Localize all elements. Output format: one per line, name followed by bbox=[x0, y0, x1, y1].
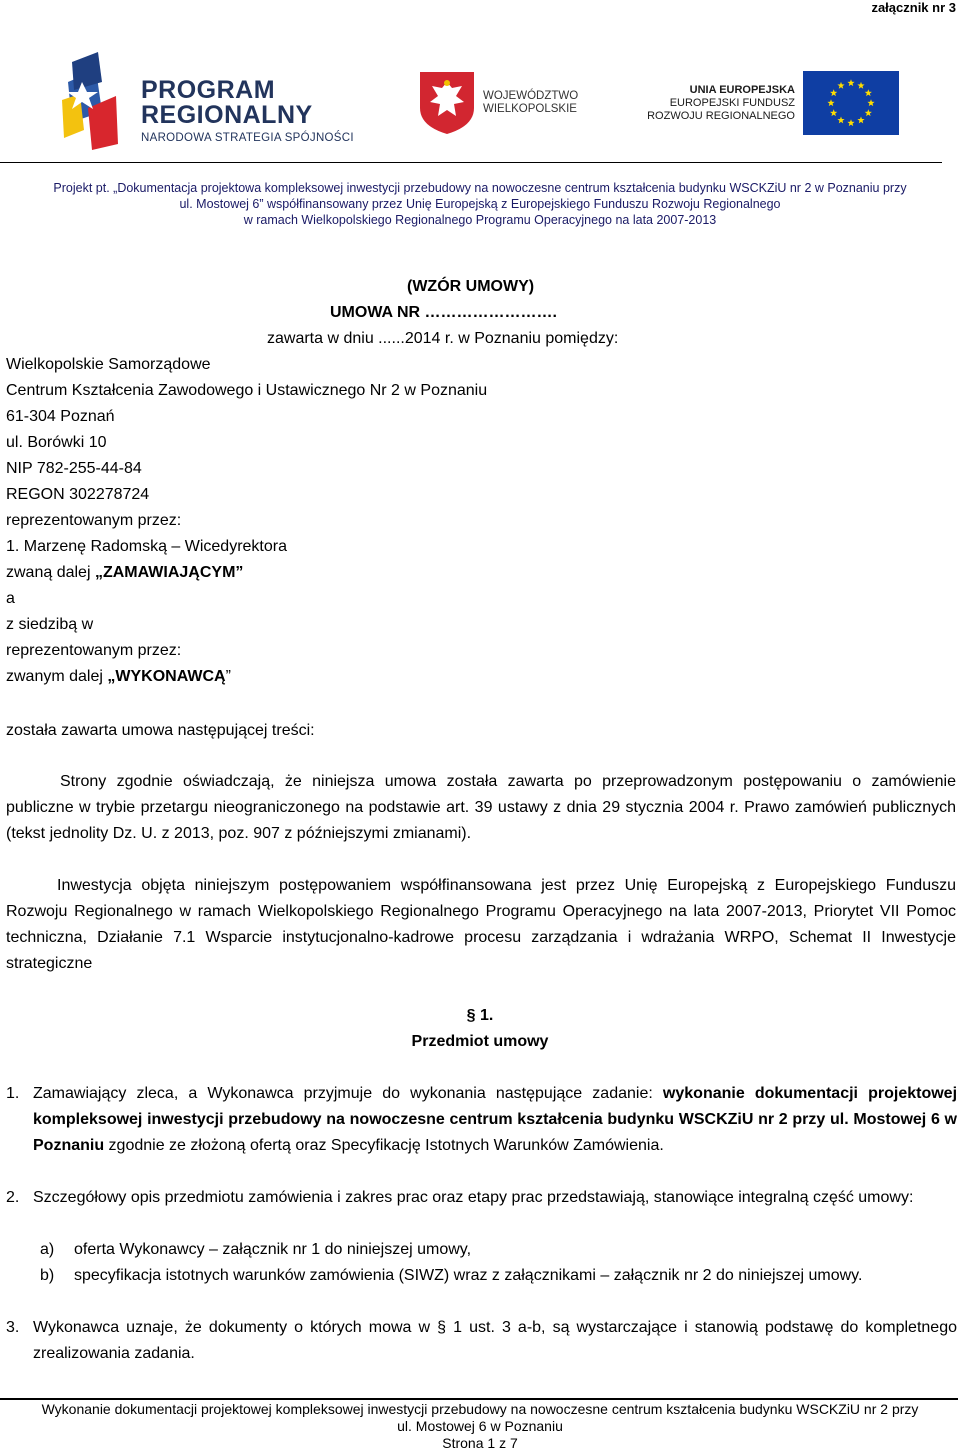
logo-text-nss: NARODOWA STRATEGIA SPÓJNOŚCI bbox=[141, 132, 354, 144]
section-title: Przedmiot umowy bbox=[411, 1033, 549, 1050]
intro-line: została zawarta umowa następującej treści: bbox=[6, 722, 315, 739]
item-1-subject: wykonanie dokumentacji projektowej kompleksowej inwestycji przebudowy na nowoczesne centrum kształcenia budynku WSCKZiU nr 2 przy ul. Mostowej 6 w Poznaniu bbox=[33, 1085, 958, 1154]
page-number: Strona 1 z 7 bbox=[442, 1435, 518, 1451]
item-2a-text: oferta Wykonawcy – załącznik nr 1 do niniejszej umowy, bbox=[74, 1241, 472, 1258]
item-2-text: Szczegółowy opis przedmiotu zamówienia i zakres prac oraz etapy prac przedstawiają, stanowiące integralną część umowy: bbox=[33, 1189, 914, 1206]
contract-date-line: zawarta w dniu ......2014 r. w Poznaniu pomiędzy: bbox=[267, 330, 619, 347]
project-line-3: w ramach Wielkopolskiego Regionalnego Programu Operacyjnego na lata 2007-2013 bbox=[243, 213, 717, 227]
contract-template-label: (WZÓR UMOWY) bbox=[407, 278, 535, 295]
logo-text-regionalny: REGIONALNY bbox=[141, 101, 313, 129]
ordering-party-label bbox=[6, 560, 243, 586]
item-1-suffix: zgodnie ze złożoną ofertą oraz Specyfikację Istotnych Warunków Zamówienia. bbox=[104, 1137, 664, 1154]
footer-line-2: ul. Mostowej 6 w Poznaniu bbox=[397, 1418, 563, 1434]
item-2b-text: specyfikacja istotnych warunków zamówienia (SIWZ) wraz z załącznikami – załącznik nr 2 do niniejszej umowy. bbox=[74, 1267, 863, 1284]
item-3-text: Wykonawca uznaje, że dokumenty o których mowa w § 1 ust. 3 a-b, są wystarczające i stanowią podstawę do kompletnego zrealizowania zadania. bbox=[33, 1319, 957, 1362]
logo-text-program: PROGRAM bbox=[141, 76, 276, 104]
contractor-suffix: ” bbox=[225, 668, 231, 685]
eu-wordmark bbox=[636, 84, 795, 123]
party1-line: Wielkopolskie Samorządowe bbox=[6, 356, 211, 373]
eu-flag-icon bbox=[803, 71, 899, 135]
section-number: § 1. bbox=[466, 1007, 494, 1024]
party1-line: REGON 302278724 bbox=[6, 486, 150, 503]
party1-line: Centrum Kształcenia Zawodowego i Ustawicznego Nr 2 w Poznaniu bbox=[6, 382, 488, 399]
item-1-prefix: Zamawiający zleca, a Wykonawca przyjmuje do wykonania następujące zadanie: bbox=[33, 1085, 663, 1102]
project-line-1: Projekt pt. „Dokumentacja projektowa kompleksowej inwestycji przebudowy na nowoczesne centrum kształcenia budynku WSCKZiU nr 2 w Poznaniu przy bbox=[53, 181, 907, 195]
logo-text-wielkopolskie: WIELKOPOLSKIE bbox=[483, 103, 577, 115]
item-3-number: 3. bbox=[6, 1319, 20, 1336]
contractor-label bbox=[6, 664, 231, 690]
ordering-party-name: „ZAMAWIAJĄCYM” bbox=[94, 564, 244, 581]
paragraph-cofinancing: Inwestycja objęta niniejszym postępowaniem współfinansowana jest przez Unię Europejską z Europejskiego Funduszu Rozwoju Regionalnego w ramach Wielkopolskiego Regionalnego Programu Operacyjnego na lata 2007-2013, Priorytet VII Pomoc techniczna, Działanie 7.1 Wsparcie instytucjonalno-kadrowe procesu zarządzania i wdrażania WRPO, Schemat II Inwestycje strategiczne bbox=[6, 877, 956, 972]
item-1-number: 1. bbox=[6, 1085, 20, 1102]
party1-line: NIP 782-255-44-84 bbox=[6, 460, 142, 477]
project-line-2: ul. Mostowej 6” współfinansowany przez Unię Europejską z Europejskiego Funduszu Rozwoju Regionalnego bbox=[179, 197, 781, 211]
logo-text-efrr1: EUROPEJSKI FUNDUSZ bbox=[669, 97, 795, 109]
ordering-party-prefix: zwaną dalej bbox=[6, 564, 95, 581]
contractor-name: „WYKONAWCĄ bbox=[107, 668, 226, 685]
program-regionalny-wordmark bbox=[141, 78, 354, 146]
contract-number: UMOWA NR ……………………. bbox=[330, 304, 557, 321]
logo-text-wojewodztwo: WOJEWÓDZTWO bbox=[483, 90, 579, 102]
header-rule bbox=[0, 162, 942, 163]
item-2b-marker: b) bbox=[40, 1267, 55, 1284]
and-word: a bbox=[6, 590, 15, 607]
program-regionalny-logo-icon bbox=[58, 52, 120, 152]
paragraph-legal-basis: Strony zgodnie oświadczają, że niniejsza umowa została zawarta po przeprowadzonym postępowaniu o zamówienie publiczne w trybie przetargu nieograniczonego na podstawie art. 39 ustawy z dnia 29 stycznia 2004 r. Prawo zamówień publicznych (tekst jednolity Dz. U. z 2013, poz. 907 z późniejszymi zmianami). bbox=[6, 773, 956, 842]
item-1-text bbox=[33, 1081, 957, 1159]
wielkopolska-eagle-shield-icon bbox=[418, 70, 476, 136]
item-2-number: 2. bbox=[6, 1189, 20, 1206]
item-2a-marker: a) bbox=[40, 1241, 55, 1258]
logo-text-efrr2: ROZWOJU REGIONALNEGO bbox=[647, 110, 795, 122]
contractor-seat: z siedzibą w bbox=[6, 616, 94, 633]
party1-line: 61-304 Poznań bbox=[6, 408, 115, 425]
wielkopolska-wordmark bbox=[483, 90, 578, 116]
contractor-prefix: zwanym dalej bbox=[6, 668, 108, 685]
party1-line: reprezentowanym przez: bbox=[6, 512, 182, 529]
footer-line-1: Wykonanie dokumentacji projektowej kompleksowej inwestycji przebudowy na nowoczesne centrum kształcenia budynku WSCKZiU nr 2 przy bbox=[41, 1401, 919, 1417]
party1-line: ul. Borówki 10 bbox=[6, 434, 107, 451]
logo-text-ue: UNIA EUROPEJSKA bbox=[689, 84, 795, 96]
contractor-representative: reprezentowanym przez: bbox=[6, 642, 182, 659]
representative-1: 1. Marzenę Radomską – Wicedyrektora bbox=[6, 538, 287, 555]
footer-rule bbox=[0, 1398, 958, 1400]
annex-label: załącznik nr 3 bbox=[871, 0, 956, 15]
